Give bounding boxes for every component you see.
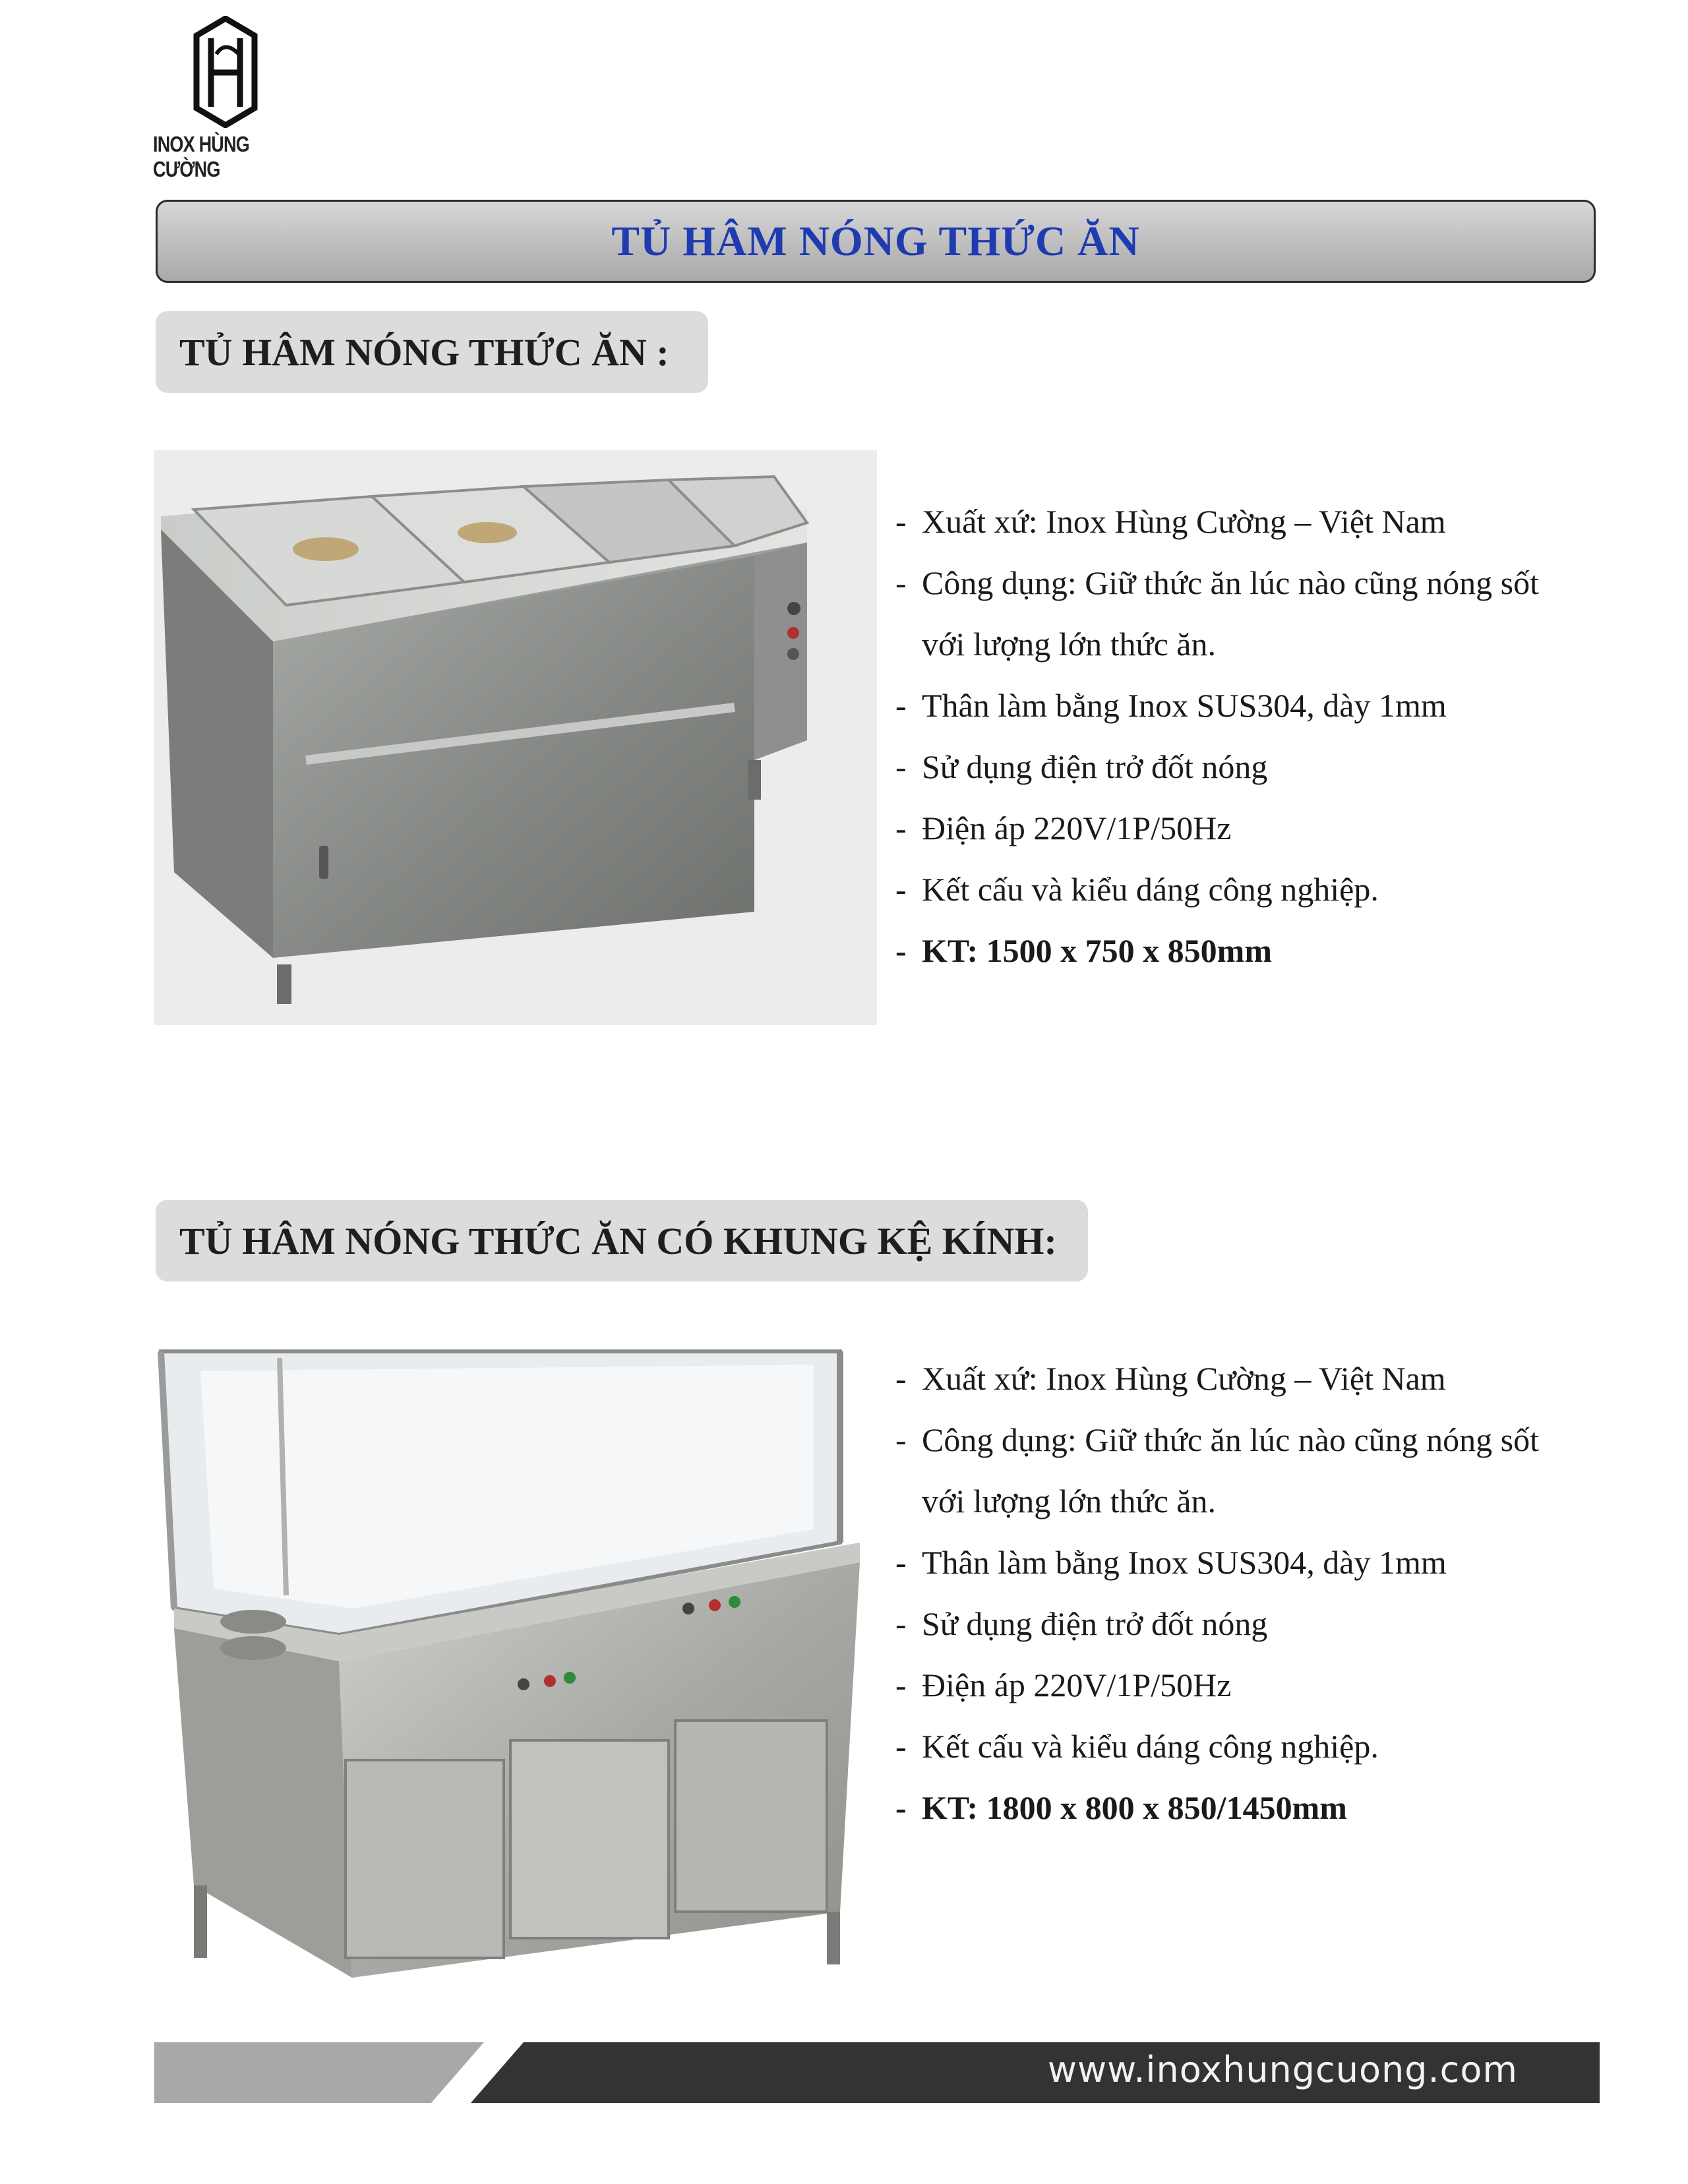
spec-item: - Công dụng: Giữ thức ăn lúc nào cũng nóng sốt xyxy=(895,564,1540,601)
spec-item: - Công dụng: Giữ thức ăn lúc nào cũng nóng sốt xyxy=(895,1421,1540,1458)
product-1-photo xyxy=(154,450,877,1025)
spec-item: - Thân làm bằng Inox SUS304, dày 1mm xyxy=(895,1544,1447,1581)
product-2-heading: TỦ HÂM NÓNG THỨC ĂN CÓ KHUNG KỆ KÍNH: xyxy=(179,1219,1057,1262)
product-2-photo xyxy=(154,1345,877,1991)
spec-item: - Sử dụng điện trở đốt nóng xyxy=(895,748,1268,785)
footer-bar xyxy=(154,2042,1600,2103)
footer-website[interactable]: www.inoxhungcuong.com xyxy=(1047,2049,1518,2090)
spec-item: - Điện áp 220V/1P/50Hz xyxy=(895,810,1232,846)
spec-item-continued: với lượng lớn thức ăn. xyxy=(922,626,1216,663)
spec-item: - Xuất xứ: Inox Hùng Cường – Việt Nam xyxy=(895,503,1446,540)
spec-item: - Điện áp 220V/1P/50Hz xyxy=(895,1667,1232,1703)
spec-item: - Kết cấu và kiểu dáng công nghiệp. xyxy=(895,1728,1379,1765)
spec-item: - Xuất xứ: Inox Hùng Cường – Việt Nam xyxy=(895,1360,1446,1397)
page-title: TỦ HÂM NÓNG THỨC ĂN xyxy=(611,218,1140,264)
spec-item: - Kết cấu và kiểu dáng công nghiệp. xyxy=(895,871,1379,908)
logo-text: INOX HÙNG CƯỜNG xyxy=(153,132,249,181)
spec-item: - Thân làm bằng Inox SUS304, dày 1mm xyxy=(895,687,1447,724)
product-2-specs xyxy=(895,1348,1539,1839)
page-title-bar xyxy=(156,200,1596,283)
spec-item: - Sử dụng điện trở đốt nóng xyxy=(895,1605,1268,1642)
spec-dimensions: - KT: 1500 x 750 x 850mm xyxy=(895,932,1272,969)
hc-monogram-icon xyxy=(193,16,258,128)
product-2-heading-box xyxy=(156,1200,1088,1282)
product-1-heading-box xyxy=(156,311,708,393)
product-1-specs xyxy=(895,491,1539,982)
brand-logo xyxy=(153,16,305,181)
spec-dimensions: - KT: 1800 x 800 x 850/1450mm xyxy=(895,1789,1347,1826)
spec-item-continued: với lượng lớn thức ăn. xyxy=(922,1483,1216,1520)
product-1-heading: TỦ HÂM NÓNG THỨC ĂN : xyxy=(179,330,669,374)
